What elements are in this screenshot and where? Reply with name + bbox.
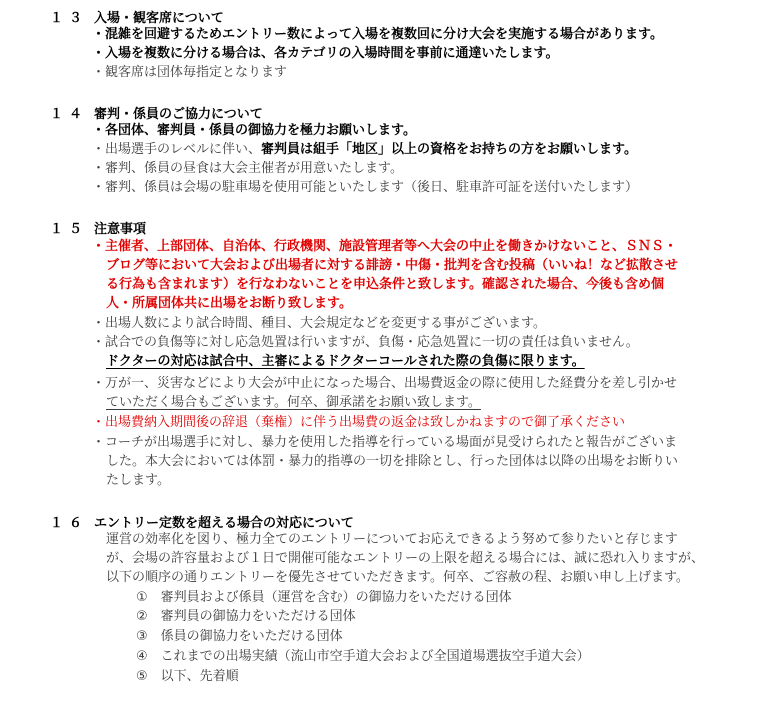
section-15-line-7: ドクターの対応は試合中、主審によるドクターコールされた際の負傷に限ります。 (106, 354, 585, 369)
section-14-line-2-bold: 審判員は組手「地区」以上の資格をお持ちの方をお願いします。 (261, 142, 637, 157)
priority-list-item: ④ これまでの出場実績（流山市空手道大会および全国道場選抜空手道大会） (136, 649, 590, 664)
section-15-red-line-4: 人・所属団体共に出場をお断り致します。 (106, 296, 352, 311)
section-15-title: 注意事項 (94, 222, 147, 237)
section-13-line-3: ・観客席は団体毎指定となります (92, 65, 288, 80)
priority-list-item: ⑤ 以下、先着順 (136, 669, 239, 684)
section-14-line-1: ・各団体、審判員・係員の御協力を極力お願いします。 (92, 123, 416, 138)
section-14-line-2 (92, 141, 637, 159)
section-16-paragraph-line-1: 運営の効率化を図り、極力全てのエントリーについてお応えできるよう努めて参りたいと存じます (106, 532, 678, 547)
section-16-number: １６ (50, 516, 89, 531)
section-16-paragraph-line-2: が、会場の許容量および１日で開催可能なエントリーの上限を超える場合には、誠に恐れ入りますが、 (106, 551, 705, 566)
section-14-line-4: ・審判、係員は会場の駐車場を使用可能といたします（後日、駐車許可証を送付いたします） (92, 180, 639, 195)
priority-list-item: ① 審判員および係員（運営を含む）の御協力をいただける団体 (136, 590, 512, 605)
priority-list-item: ② 審判員の御協力をいただける団体 (136, 609, 356, 624)
section-15-red-line-3: る行為も含まれます）を行なわないことを申込条件と致します。確認された場合、今後も含め個 (106, 277, 664, 292)
section-15-line-10: ・出場費納入期間後の辞退（棄権）に伴う出場費の返金は致しかねますので御了承ください (92, 415, 626, 430)
section-15-line-5: ・出場人数により試合時間、種目、大会規定などを変更する事がございます。 (92, 316, 546, 331)
section-14-line-3: ・審判、係員の昼食は大会主催者が用意いたします。 (92, 161, 403, 176)
section-15-line-12: した。本大会においては体罰・暴力的指導の一切を排除とし、行った団体は以降の出場をお断りい (106, 454, 679, 469)
section-15-line-13: たします。 (106, 473, 170, 488)
section-13-number: １３ (50, 11, 89, 26)
section-15-line-6: ・試合での負傷等に対し応急処置は行いますが、負傷・応急処置に一切の責任は負いません。 (92, 335, 639, 350)
section-15-red-line-1: ・主催者、上部団体、自治体、行政機関、施設管理者等へ大会の中止を働きかけないこと、ＳＮＳ・ (92, 239, 678, 254)
section-14-line-2-prefix: ・出場選手のレベルに伴い、 (92, 142, 262, 157)
section-15-red-line-2: ブログ等において大会および出場者に対する誹謗・中傷・批判を含む投稿（いいね！など拡散させ (106, 258, 679, 273)
section-13-line-1: ・混雑を回避するためエントリー数によって入場を複数回に分け大会を実施する場合があります。 (92, 27, 663, 42)
section-15-number: １５ (50, 222, 89, 237)
section-14-title: 審判・係員のご協力について (94, 107, 263, 122)
section-13-line-2: ・入場を複数に分ける場合は、各カテゴリの入場時間を事前に通達いたします。 (92, 46, 559, 61)
priority-list-item: ③ 係員の御協力をいただける団体 (136, 629, 343, 644)
section-15-line-11: ・コーチが出場選手に対し、暴力を使用した指導を行っている場面が見受けられたと報告がございま (92, 435, 678, 450)
section-15-line-8: ・万が一、災害などにより大会が中止になった場合、出場費返金の際に使用した経費分を差し引かせ (92, 376, 678, 391)
section-15-line-9: ていただく場合もございます。何卒、御承諾をお願い致します。 (106, 395, 481, 410)
section-16-paragraph-line-3: 以下の順序の通りエントリーを優先させていただきます。何卒、ご容赦の程、お願い申し上げます。 (106, 570, 689, 585)
section-13-title: 入場・観客席について (94, 11, 224, 26)
section-14-number: １４ (50, 107, 89, 122)
section-16-title: エントリー定数を超える場合の対応について (94, 516, 354, 531)
